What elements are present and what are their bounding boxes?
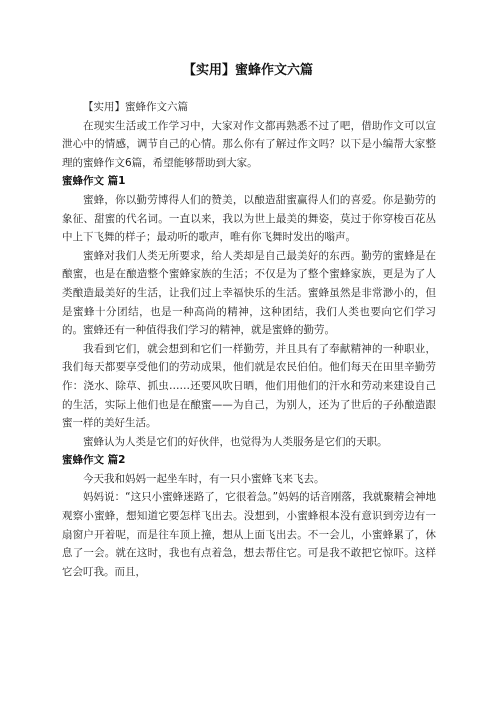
- intro-paragraph: 在现实生活或工作学习中，大家对作文都再熟悉不过了吧，借助作文可以宣泄心中的情感，调节自己的心情。那么你有了解过作文吗？以下是小编帮大家整理的蜜蜂作文6篇，希望能够帮助到大家。: [62, 119, 436, 169]
- section-1-paragraph-2: 蜜蜂对我们人类无所要求，给人类却是自己最美好的东西。勤劳的蜜蜂是在酿蜜，也是在酿造整个蜜蜂家族的生活；不仅是为了整个蜜蜂家族，更是为了人类酿造最美好的生活，让我们过上幸福快乐的生活。蜜蜂虽然是非常渺小的，但是蜜蜂十分团结，也是一种高尚的精神，这种团结，我们人类也要向它们学习的。蜜蜂还有一种值得我们学习的精神，就是蜜蜂的勤劳。: [62, 249, 436, 337]
- section-2-paragraph-2: 妈妈说：“这只小蜜蜂迷路了，它很着急。”妈妈的话音刚落，我就聚精会神地观察小蜜蜂，想知道它要怎样飞出去。没想到，小蜜蜂根本没有意识到旁边有一扇窗户开着呢，而是往车顶上撞，想从上面飞出去。不一会儿，小蜜蜂累了，休息了一会。就在这时，我也有点着急，想去帮住它。可是我不敢把它惊吓。这样它会叮我。而且，: [62, 491, 436, 578]
- document-title: 【实用】蜜蜂作文六篇: [182, 63, 313, 78]
- section-1-paragraph-1: 蜜蜂，你以勤劳博得人们的赞美，以酿造甜蜜赢得人们的喜爱。你是勤劳的象征、甜蜜的代名词。一直以来，我以为世上最美的舞姿，莫过于你穿梭百花丛中上下飞舞的样子；最动听的歌声，唯有你飞舞时发出的嗡声。: [62, 193, 436, 244]
- section-heading-1: 蜜蜂作文 篇1: [62, 175, 126, 188]
- section-1-paragraph-3: 我看到它们，就会想到和它们一样勤劳，并且具有了奉献精神的一种职业，我们每天都要享受他们的劳动成果，他们就是农民伯伯。他们每天在田里辛勤劳作：浇水、除草、抓虫……还要风吹日晒，他们用他们的汗水和劳动来建设自己的生活，实际上他们也是在酿蜜——为自己，为别人，还为了世后的子孙酿造跟蜜一样的美好生活。: [62, 342, 436, 430]
- section-2-paragraph-1: 今天我和妈妈一起坐车时，有一只小蜜蜂飞来飞去。: [83, 472, 325, 485]
- section-1-paragraph-4: 蜜蜂认为人类是它们的好伙伴，也觉得为人类服务是它们的天职。: [83, 435, 388, 448]
- section-heading-2: 蜜蜂作文 篇2: [62, 454, 126, 467]
- document-content: [62, 98, 436, 581]
- document-subtitle: 【实用】蜜蜂作文六篇: [83, 101, 188, 113]
